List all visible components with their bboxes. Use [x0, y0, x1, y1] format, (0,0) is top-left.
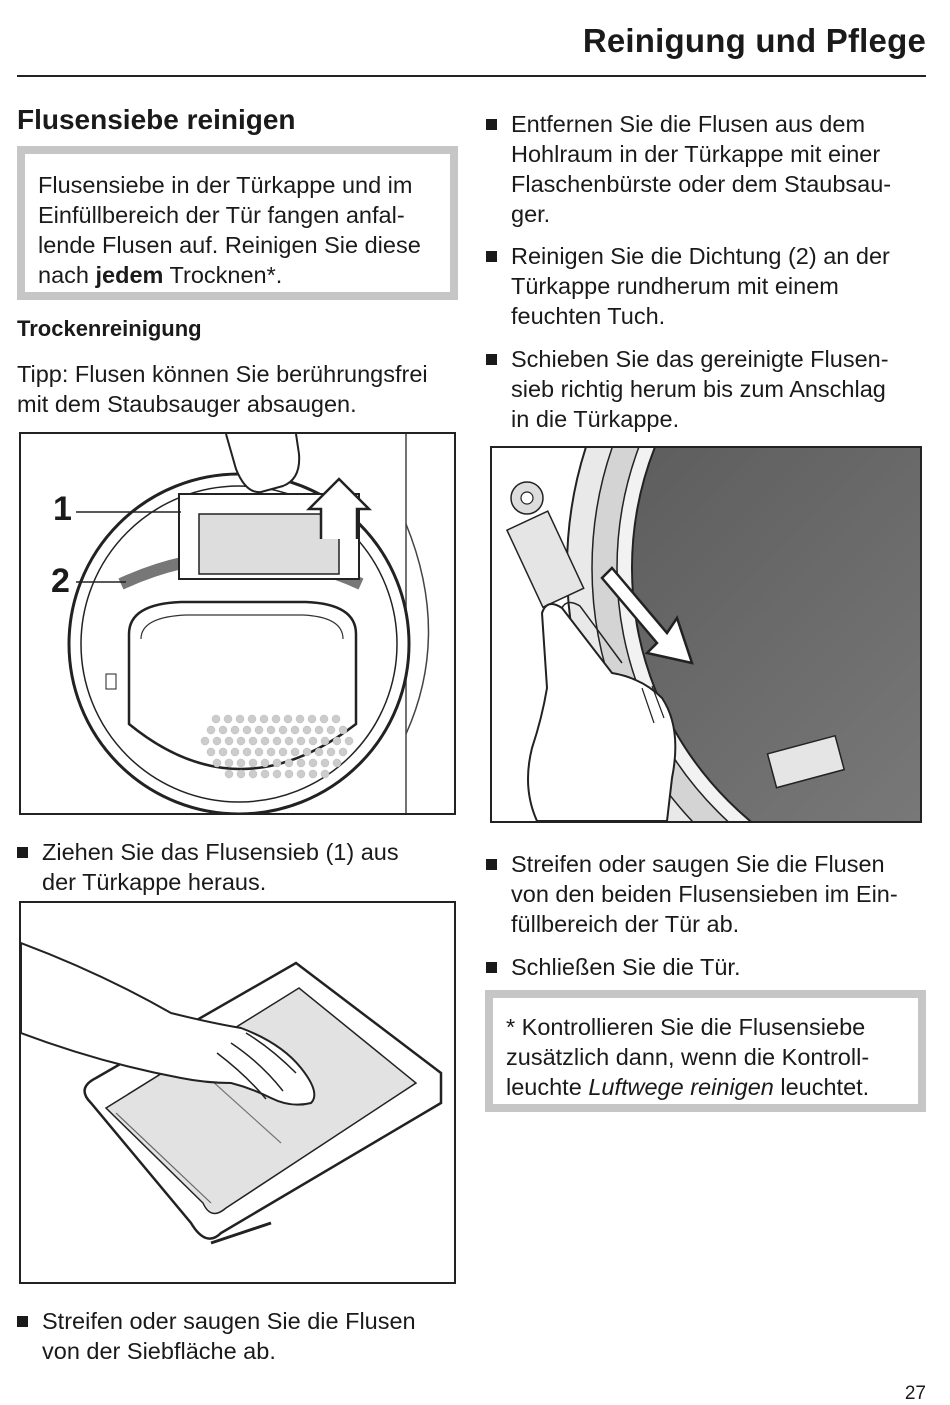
bullet-line: Schließen Sie die Tür.: [511, 954, 741, 980]
figure-lint-filter-removal: [19, 432, 456, 815]
footnote-text: [506, 1012, 918, 1102]
door-cap-illustration: [21, 434, 454, 813]
tip-line: Tipp: Flusen können Sie berührungsfrei: [17, 361, 428, 387]
bullet-line: Türkappe rundherum mit einem: [511, 273, 839, 299]
bullet-square-icon: [17, 847, 28, 858]
bullet-line: ger.: [511, 201, 551, 227]
instruction-bullet: [486, 109, 926, 229]
bullet-line: Ziehen Sie das Flusensieb (1) aus: [42, 839, 399, 865]
footnote-box: [485, 990, 926, 1112]
info-suffix: Trocknen*.: [163, 262, 283, 288]
tip-line: mit dem Staubsauger absaugen.: [17, 391, 357, 417]
info-line: lende Flusen auf. Reinigen Sie diese: [38, 232, 421, 258]
bullet-line: sieb richtig herum bis zum Anschlag: [511, 376, 886, 402]
bullet-square-icon: [486, 251, 497, 262]
footnote-line: * Kontrollieren Sie die Flusensiebe: [506, 1014, 866, 1040]
bullet-square-icon: [486, 962, 497, 973]
bullet-line: füllbereich der Tür ab.: [511, 911, 740, 937]
header-divider: [17, 75, 926, 77]
door-insert-illustration: [492, 448, 920, 821]
bullet-line: Hohlraum in der Türkappe mit einer: [511, 141, 881, 167]
info-box-text: [38, 170, 450, 290]
footnote-prefix: leuchte: [506, 1074, 589, 1100]
bullet-line: der Türkappe heraus.: [42, 869, 267, 895]
bullet-line: Reinigen Sie die Dichtung (2) an der: [511, 243, 890, 269]
bullet-square-icon: [486, 859, 497, 870]
bullet-line: von der Siebfläche ab.: [42, 1338, 276, 1364]
footnote-suffix: leuchtet.: [773, 1074, 870, 1100]
filter-wipe-illustration: [21, 903, 454, 1282]
instruction-bullet: [486, 344, 926, 434]
bullet-line: Schieben Sie das gereinigte Flusen-: [511, 346, 889, 372]
subsection-title: Trockenreinigung: [17, 316, 202, 341]
instruction-bullet: [486, 952, 926, 982]
info-line: Einfüllbereich der Tür fangen anfal-: [38, 202, 405, 228]
instruction-bullet: [17, 1306, 457, 1366]
info-box: [17, 146, 458, 300]
bullet-square-icon: [486, 354, 497, 365]
footnote-line: zusätzlich dann, wenn die Kontroll-: [506, 1044, 870, 1070]
callout-label-2: 2: [51, 562, 70, 600]
page-number: 27: [904, 1383, 926, 1404]
bullet-line: Streifen oder saugen Sie die Flusen: [42, 1308, 416, 1334]
bullet-line: Streifen oder saugen Sie die Flusen: [511, 851, 885, 877]
figure-wipe-filter: [19, 901, 456, 1284]
bullet-line: feuchten Tuch.: [511, 303, 666, 329]
info-bold-word: jedem: [95, 262, 164, 288]
instruction-bullet: [486, 849, 926, 939]
info-line-last: [38, 260, 450, 290]
bullet-line: Entfernen Sie die Flusen aus dem: [511, 111, 866, 137]
bullet-line: Flaschenbürste oder dem Staubsau-: [511, 171, 892, 197]
bullet-square-icon: [17, 1316, 28, 1327]
bullet-line: in die Türkappe.: [511, 406, 680, 432]
callout-label-1: 1: [53, 490, 72, 528]
instruction-bullet: [486, 241, 926, 331]
figure-insert-filter: [490, 446, 922, 823]
footnote-line-last: [506, 1072, 918, 1102]
page-header-title: Reinigung und Pflege: [582, 22, 926, 59]
tip-text: [17, 359, 457, 419]
instruction-bullet: [17, 837, 457, 897]
bullet-square-icon: [486, 119, 497, 130]
bullet-line: von den beiden Flusensieben im Ein-: [511, 881, 898, 907]
footnote-italic: Luftwege reinigen: [588, 1074, 774, 1100]
section-title: Flusensiebe reinigen: [17, 104, 296, 135]
info-line: Flusensiebe in der Türkappe und im: [38, 172, 413, 198]
info-prefix: nach: [38, 262, 96, 288]
